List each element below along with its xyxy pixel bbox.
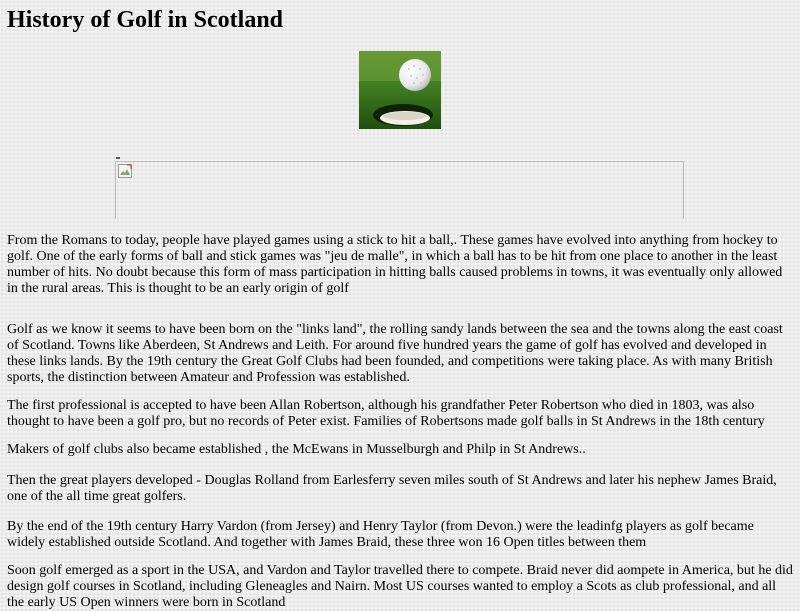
banner-link-marker[interactable]: [116, 157, 120, 159]
paragraph-origins: From the Romans to today, people have played games using a stick to hit a ball,. These games have evolved into anything from hockey to golf. One of the early forms of ball and stick games was "jeu de malle", in which a ball has to be hit from one place to another in the least number of hits. No doubt because this form of mass participation in hitting balls caused problems in towns, it was eventually only allowed in the rural areas. This is thought to be an early origin of golf: [7, 233, 783, 296]
paragraph-usa: Soon golf emerged as a sport in the USA, and Vardon and Taylor travelled there to compete. Braid never did aompete in America, but he did design golf courses in Scotland, including Gleneagles and Nairn. Most US courses wanted to employ a Scots as club professional, and all the early US Open winners were born in Scotland: [7, 563, 793, 610]
paragraph-vardon-taylor: By the end of the 19th century Harry Vardon (from Jersey) and Henry Taylor (from Devon.) were the leadinfg players as golf became widely established outside Scotland. And together with James Braid, these three won 16 Open titles between them: [7, 519, 754, 550]
paragraph-club-makers: Makers of golf clubs also became established , the McEwans in Musselburgh and Philp in St Andrews..: [7, 442, 586, 457]
page-title: History of Golf in Scotland: [7, 7, 284, 33]
paragraph-first-professional: The first professional is accepted to have been Allan Robertson, although his grandfather Peter Robertson who died in 1803, was also thought to have been a golf pro, but no records of Peter exist. Families of Robertsons made golf balls in St Andrews in the 18th century: [7, 398, 765, 429]
paragraph-great-players: Then the great players developed - Douglas Rolland from Earlesferry seven miles south of St Andrews and later his nephew James Braid, one of the all time great golfers.: [7, 473, 777, 504]
golf-ball-photo: [359, 51, 441, 129]
broken-banner-image: [115, 161, 684, 219]
broken-image-icon: [118, 164, 132, 178]
paragraph-links-land: Golf as we know it seems to have been born on the "links land", the rolling sandy lands between the sea and the towns along the east coast of Scotland. Towns like Aberdeen, St Andrews and Leith. For around five hundred years the game of golf has evolved and developed in these links lands. By the 19th century the Great Golf Clubs had been founded, and competitions were taking place. As with many British sports, the distinction between Amateur and Profession was established.: [7, 322, 783, 385]
